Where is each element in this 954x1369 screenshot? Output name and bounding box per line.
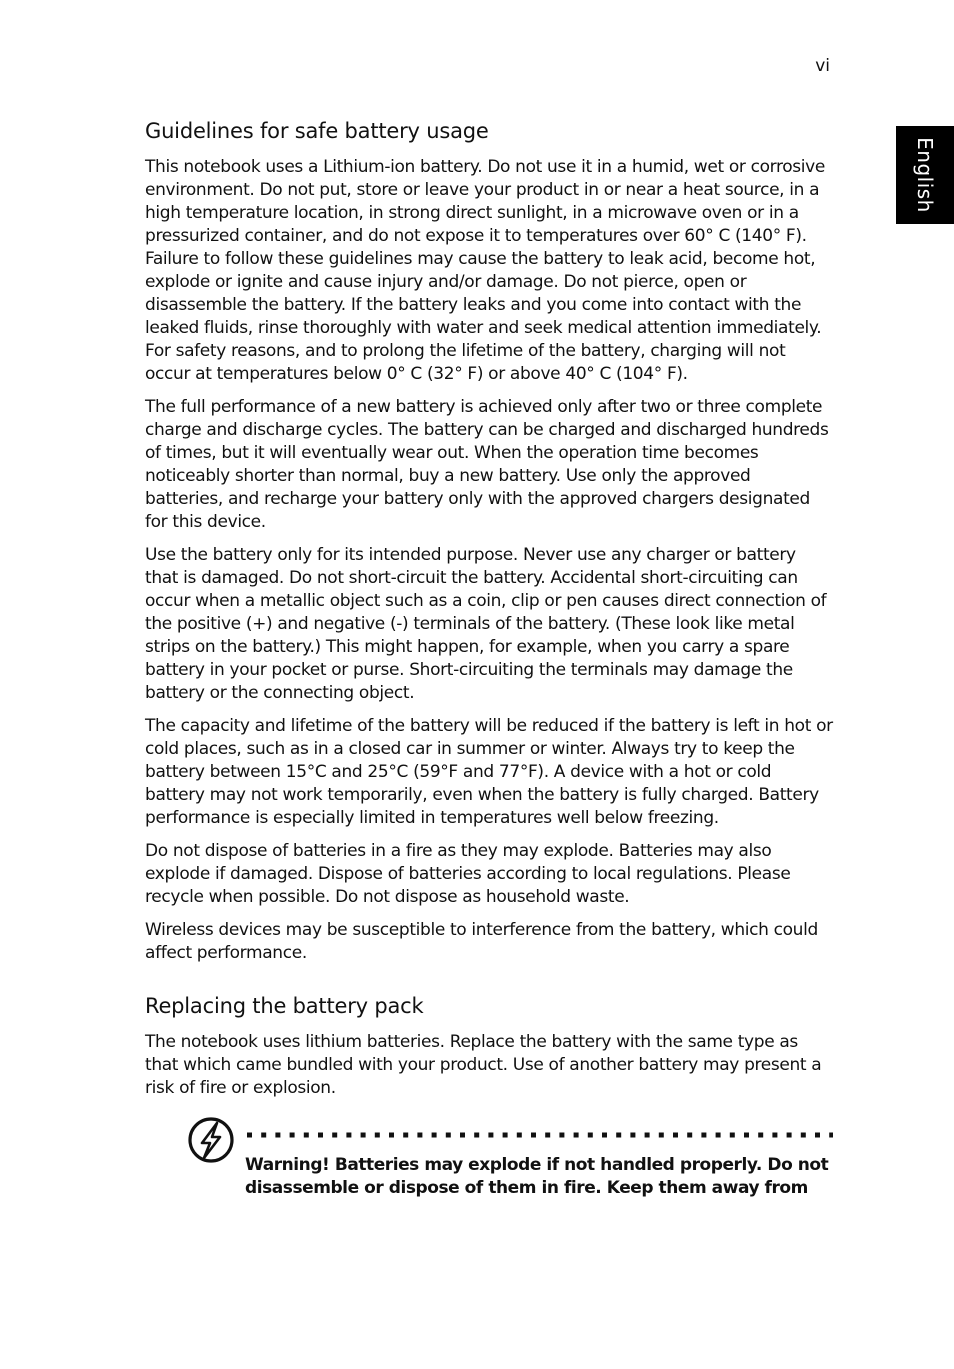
paragraph: Use the battery only for its intended purpose. Never use any charger or battery that is damaged. Do not short-circuit the battery. Accidental short-circuiting can occur when a metallic object such as a coin, clip or pen causes direct connection of the positive (+) and negative (-) terminals of the battery. (These look like metal strips on the battery.) This might happen, for example, when you carry a spare battery in your pocket or purse. Short-circuiting the terminals may damage the battery or the connecting object. bbox=[145, 545, 827, 703]
safe-battery-usage-section bbox=[145, 116, 833, 965]
paragraph: Wireless devices may be susceptible to interference from the battery, which could affect performance. bbox=[145, 920, 818, 963]
lightning-warning-icon bbox=[187, 1116, 235, 1164]
page-content bbox=[145, 116, 833, 1216]
paragraph: The full performance of a new battery is achieved only after two or three complete charge and discharge cycles. The battery can be charged and discharged hundreds of times, but it will eventually wear out. When the operation time becomes noticeably shorter than normal, buy a new battery. Use only the approved batteries, and recharge your battery only with the approved chargers designated for this device. bbox=[145, 397, 829, 532]
paragraph: The notebook uses lithium batteries. Replace the battery with the same type as that which came bundled with your product. Use of another battery may present a risk of fire or explosion. bbox=[145, 1032, 822, 1098]
language-tab bbox=[896, 126, 954, 224]
section-heading-replacing-battery: Replacing the battery pack bbox=[145, 994, 424, 1018]
warning-block bbox=[145, 1116, 833, 1216]
replacing-battery-section bbox=[145, 991, 833, 1100]
dotted-divider bbox=[245, 1132, 833, 1138]
page-number: vi bbox=[815, 56, 830, 76]
warning-text: Warning! Batteries may explode if not handled properly. Do not disassemble or dispose of them in fire. Keep them away from bbox=[245, 1155, 829, 1198]
language-tab-label: English bbox=[913, 137, 937, 213]
section-heading-safe-battery-usage: Guidelines for safe battery usage bbox=[145, 119, 489, 143]
paragraph: The capacity and lifetime of the battery will be reduced if the battery is left in hot or cold places, such as in a closed car in summer or winter. Always try to keep the battery between 15°C and 25°C (59°F and 77°F). A device with a hot or cold battery may not work temporarily, even when the battery is fully charged. Battery performance is especially limited in temperatures well below freezing. bbox=[145, 716, 833, 828]
paragraph: Do not dispose of batteries in a fire as they may explode. Batteries may also explode if damaged. Dispose of batteries according to local regulations. Please recycle when possible. Do not dispose as household waste. bbox=[145, 841, 791, 907]
paragraph: This notebook uses a Lithium-ion battery. Do not use it in a humid, wet or corrosive environment. Do not put, store or leave your product in or near a heat source, in a high temperature location, in strong direct sunlight, in a microwave oven or in a pressurized container, and do not expose it to temperatures over 60° C (140° F). Failure to follow these guidelines may cause the battery to leak acid, become hot, explode or ignite and cause injury and/or damage. Do not pierce, open or disassemble the battery. If the battery leaks and you come into contact with the leaked fluids, rinse thoroughly with water and seek medical attention immediately. For safety reasons, and to prolong the lifetime of the battery, charging will not occur at temperatures below 0° C (32° F) or above 40° C (104° F). bbox=[145, 157, 825, 384]
